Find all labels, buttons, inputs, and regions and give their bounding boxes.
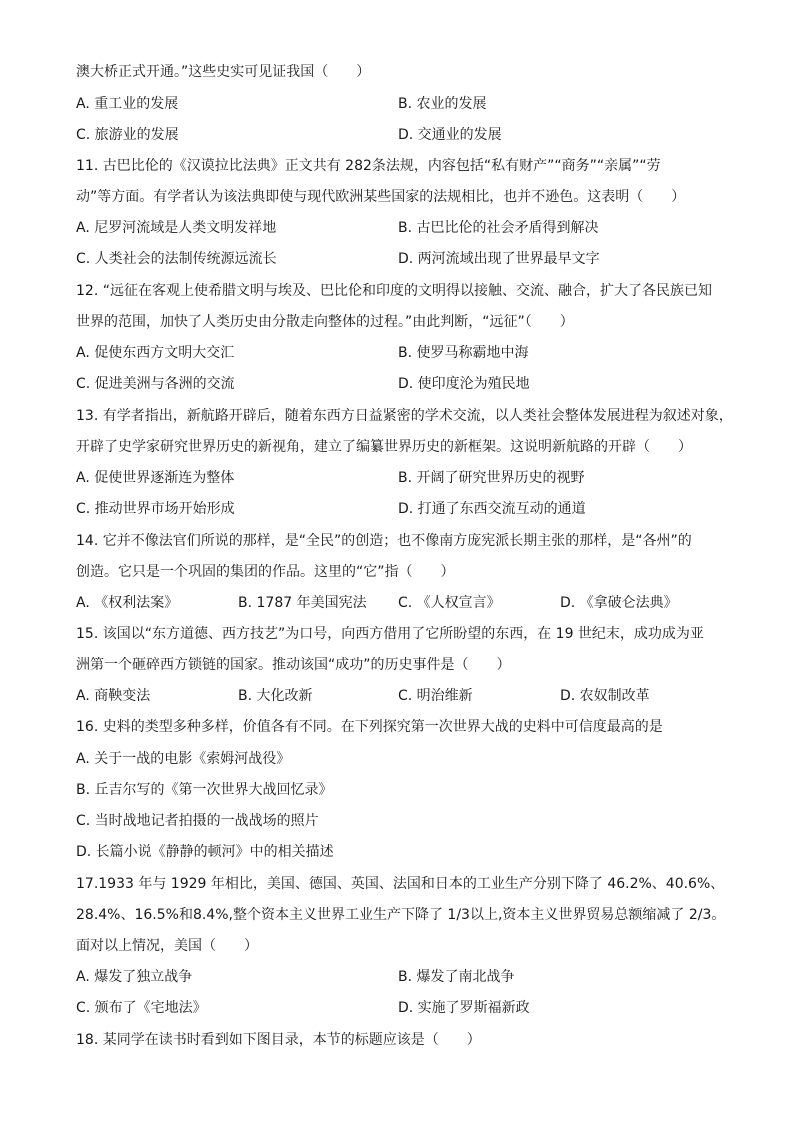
q17-option-c[interactable]: C. 颁布了《宅地法》 xyxy=(76,1000,207,1016)
q14-stem-line1: 14. 它并不像法官们所说的那样，是“全民”的创造；也不像南方庞宪派长期主张的那样，是“各州”的 xyxy=(76,533,692,549)
q12-stem-line2: 世界的范围，加快了人类历史由分散走向整体的过程。”由此判断，“远征”（ ） xyxy=(76,314,574,330)
q13-option-d[interactable]: D. 打通了东西交流互动的通道 xyxy=(398,501,586,517)
q13-stem-line1: 13. 有学者指出，新航路开辟后，随着东西方日益紧密的学术交流，以人类社会整体发展进程为叙述对象， xyxy=(76,408,733,424)
q14-option-d[interactable]: D. 《拿破仑法典》 xyxy=(560,595,678,611)
q14-option-c[interactable]: C. 《人权宣言》 xyxy=(398,595,501,611)
q14-option-a[interactable]: A. 《权利法案》 xyxy=(76,595,179,611)
q17-stem-line2: 28.4%、16.5%和8.4%,整个资本主义世界工业生产下降了 1/3以上,资本主义世界贸易总额缩减了 2/3。 xyxy=(76,907,726,923)
q11-option-d[interactable]: D. 两河流域出现了世界最早文字 xyxy=(398,251,600,267)
q17-stem-line3: 面对以上情况，美国（ ） xyxy=(76,938,258,954)
q17-option-a[interactable]: A. 爆发了独立战争 xyxy=(76,969,193,985)
q13-option-b[interactable]: B. 开阔了研究世界历史的视野 xyxy=(398,470,585,486)
q15-option-c[interactable]: C. 明治维新 xyxy=(398,688,473,704)
q11-option-a[interactable]: A. 尼罗河流域是人类文明发祥地 xyxy=(76,220,277,236)
q17-option-b[interactable]: B. 爆发了南北战争 xyxy=(398,969,515,985)
q10-option-d[interactable]: D. 交通业的发展 xyxy=(398,127,502,143)
q15-option-d[interactable]: D. 农奴制改革 xyxy=(560,688,650,704)
q16-option-d[interactable]: D. 长篇小说《静静的顿河》中的相关描述 xyxy=(76,844,334,860)
q16-option-a[interactable]: A. 关于一战的电影《索姆河战役》 xyxy=(76,751,291,767)
q17-option-d[interactable]: D. 实施了罗斯福新政 xyxy=(398,1000,530,1016)
q17-stem-line1: 17.1933 年与 1929 年相比，美国、德国、英国、法国和日本的工业生产分别下降了 46.2%、40.6%、 xyxy=(76,876,725,892)
q11-stem-line1: 11. 古巴比伦的《汉谟拉比法典》正文共有 282条法规，内容包括“私有财产”“商务”“亲属”“劳 xyxy=(76,158,661,174)
q14-option-b[interactable]: B. 1787 年美国宪法 xyxy=(238,595,367,611)
q11-option-c[interactable]: C. 人类社会的法制传统源远流长 xyxy=(76,251,277,267)
q10-option-c[interactable]: C. 旅游业的发展 xyxy=(76,127,179,143)
q10-option-b[interactable]: B. 农业的发展 xyxy=(398,96,487,112)
q13-option-c[interactable]: C. 推动世界市场开始形成 xyxy=(76,501,235,517)
q12-option-d[interactable]: D. 使印度沦为殖民地 xyxy=(398,376,530,392)
q12-option-b[interactable]: B. 使罗马称霸地中海 xyxy=(398,345,529,361)
q12-stem-line1: 12. “远征在客观上使希腊文明与埃及、巴比伦和印度的文明得以接触、交流、融合，扩大了各民族已知 xyxy=(76,283,712,299)
q16-option-c[interactable]: C. 当时战地记者拍摄的一战战场的照片 xyxy=(76,813,319,829)
q18-stem-line1: 18. 某同学在读书时看到如下图目录，本节的标题应该是（ ） xyxy=(76,1032,481,1048)
q11-option-b[interactable]: B. 古巴比伦的社会矛盾得到解决 xyxy=(398,220,599,236)
q15-stem-line1: 15. 该国以“东方道德、西方技艺”为口号，向西方借用了它所盼望的东西，在 19 世纪末，成功成为亚 xyxy=(76,626,704,642)
q12-option-a[interactable]: A. 促使东西方文明大交汇 xyxy=(76,345,235,361)
q11-stem-line2: 动”等方面。有学者认为该法典即使与现代欧洲某些国家的法规相比，也并不逊色。这表明（ ） xyxy=(76,189,686,205)
q16-option-b[interactable]: B. 丘吉尔写的《第一次世界大战回忆录》 xyxy=(76,782,333,798)
q10-stem-tail: 澳大桥正式开通。”这些史实可见证我国（ ） xyxy=(76,64,371,80)
q16-stem-line1: 16. 史料的类型多种多样，价值各有不同。在下列探究第一次世界大战的史料中可信度最高的是 xyxy=(76,719,663,735)
q12-option-c[interactable]: C. 促进美洲与各洲的交流 xyxy=(76,376,235,392)
q13-stem-line2: 开辟了史学家研究世界历史的新视角，建立了编纂世界历史的新框架。这说明新航路的开辟（ ） xyxy=(76,439,692,455)
q15-option-a[interactable]: A. 商鞅变法 xyxy=(76,688,151,704)
q10-option-a[interactable]: A. 重工业的发展 xyxy=(76,96,179,112)
q15-option-b[interactable]: B. 大化改新 xyxy=(238,688,313,704)
q15-stem-line2: 洲第一个砸碎西方锁链的国家。推动该国“成功”的历史事件是（ ） xyxy=(76,657,511,673)
q13-option-a[interactable]: A. 促使世界逐渐连为整体 xyxy=(76,470,235,486)
q14-stem-line2: 创造。它只是一个巩固的集团的作品。这里的“它”指（ ） xyxy=(76,564,455,580)
